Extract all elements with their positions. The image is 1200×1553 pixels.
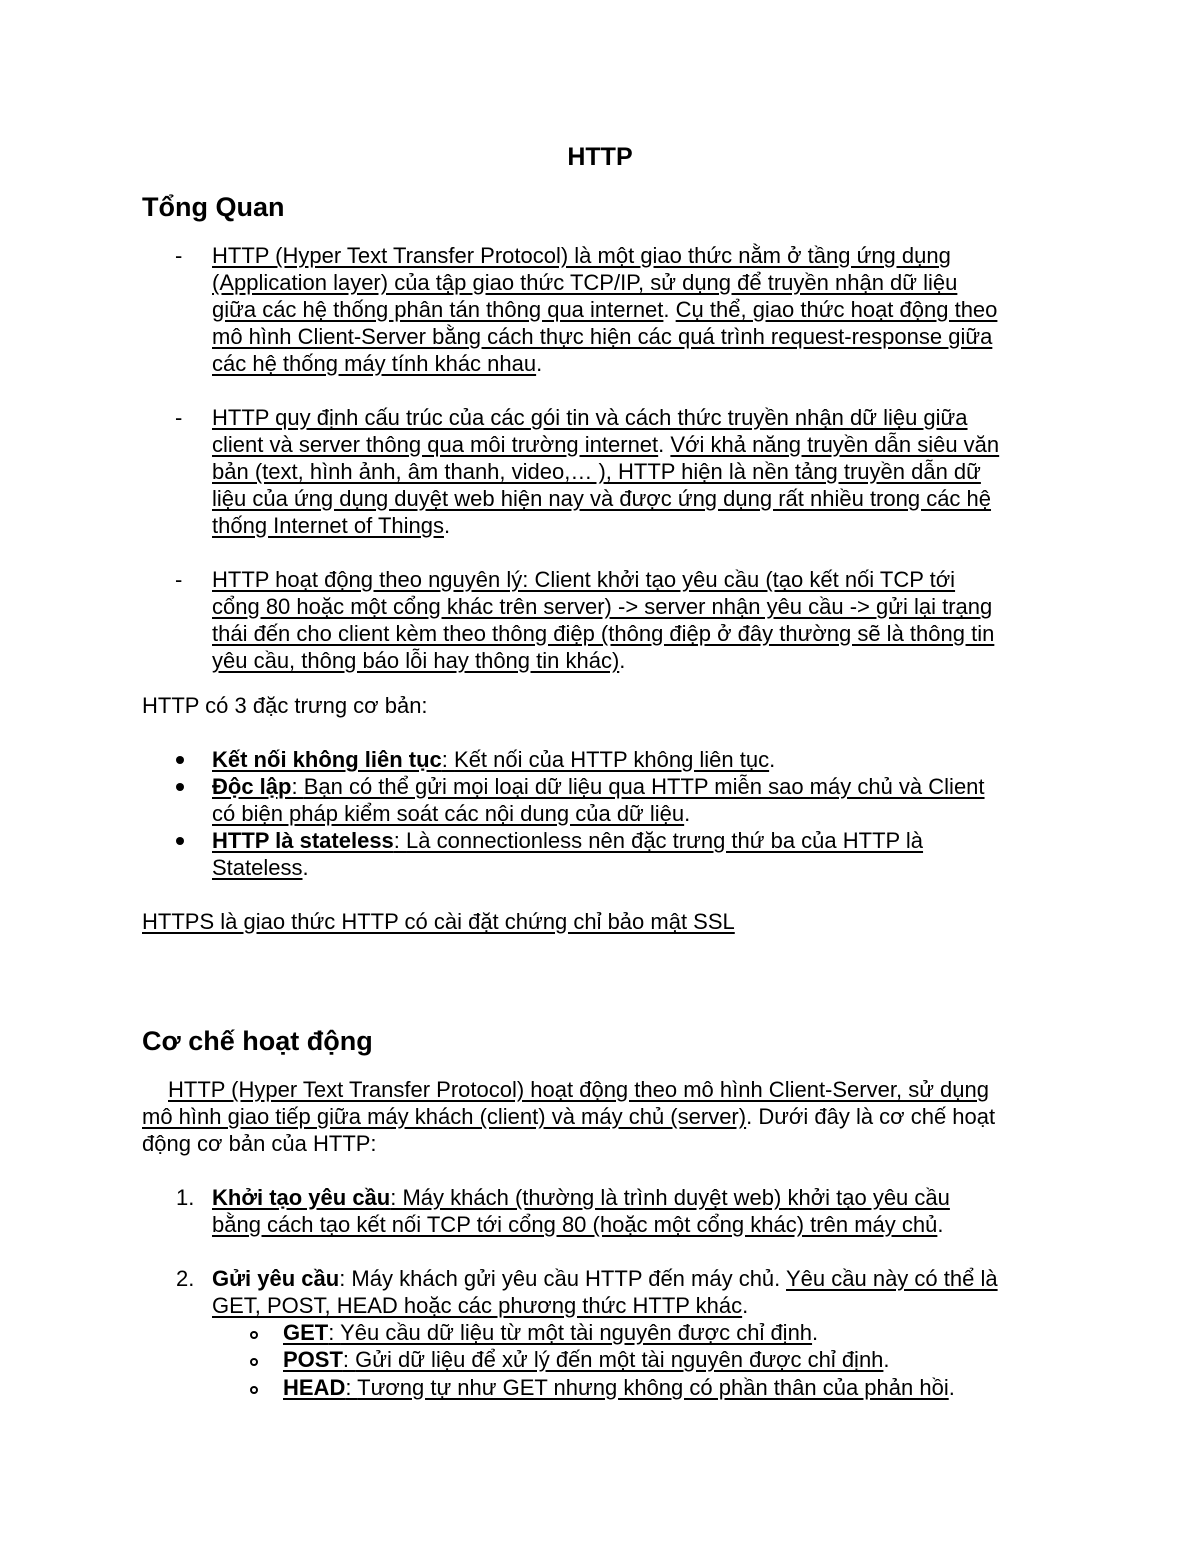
dash-item-1-line-3: giữa các hệ thống phân tán thông qua internet. Cụ thể, giao thức hoạt động theo <box>212 297 998 322</box>
section-heading-tong-quan: Tổng Quan <box>142 192 285 222</box>
dash-marker: - <box>175 405 183 430</box>
bullet-dot <box>176 756 184 764</box>
bullet-dot <box>176 783 184 791</box>
step-1-line-2: bằng cách tạo kết nối TCP tới cổng 80 (hoặc một cổng khác) trên máy chủ. <box>212 1212 944 1237</box>
dash-item-1-line-4: mô hình Client-Server bằng cách thực hiện các quá trình request-response giữa <box>212 324 993 349</box>
feature-2-line-1: Độc lập: Bạn có thể gửi mọi loại dữ liệu qua HTTP miễn sao máy chủ và Client <box>212 774 985 799</box>
feature-1: Kết nối không liên tục: Kết nối của HTTP không liên tục. <box>212 747 776 772</box>
dash-item-2-line-2: client và server thông qua môi trường internet. Với khả năng truyền dẫn siêu văn <box>212 432 1000 457</box>
dash-item-2-line-3: bản (text, hình ảnh, âm thanh, video,… ), HTTP hiện là nền tảng truyền dẫn dữ <box>212 459 981 484</box>
circle-bullet <box>250 1331 258 1339</box>
mechanism-para-line-2: mô hình giao tiếp giữa máy khách (client) và máy chủ (server). Dưới đây là cơ chế hoạt <box>142 1104 996 1129</box>
step-number: 2. <box>176 1266 195 1291</box>
method-get: GET: Yêu cầu dữ liệu từ một tài nguyên được chỉ định. <box>283 1320 819 1345</box>
dash-item-2-line-4: liệu của ứng dụng duyệt web hiện nay và được ứng dụng rất nhiều trong các hệ <box>212 486 992 511</box>
step-2-line-1: Gửi yêu cầu: Máy khách gửi yêu cầu HTTP đến máy chủ. Yêu cầu này có thể là <box>212 1266 998 1291</box>
document-title: HTTP <box>567 143 633 171</box>
dash-item-1-line-5: các hệ thống máy tính khác nhau. <box>212 351 543 376</box>
https-note: HTTPS là giao thức HTTP có cài đặt chứng chỉ bảo mật SSL <box>142 909 735 934</box>
dash-item-3-line-2: cổng 80 hoặc một cổng khác trên server) -> server nhận yêu cầu -> gửi lại trạng <box>212 594 993 619</box>
step-2-line-2: GET, POST, HEAD hoặc các phương thức HTTP khác. <box>212 1293 749 1318</box>
section-heading-co-che-hoat-dong: Cơ chế hoạt động <box>142 1026 373 1056</box>
mechanism-para-line-3: động cơ bản của HTTP: <box>142 1131 377 1156</box>
circle-bullet <box>250 1386 258 1394</box>
bullet-dot <box>176 837 184 845</box>
dash-item-2-line-1: HTTP quy định cấu trúc của các gói tin và cách thức truyền nhận dữ liệu giữa <box>212 405 968 430</box>
dash-item-3-line-1: HTTP hoạt động theo nguyên lý: Client khởi tạo yêu cầu (tạo kết nối TCP tới <box>212 567 956 592</box>
method-post: POST: Gửi dữ liệu để xử lý đến một tài nguyên được chỉ định. <box>283 1347 890 1372</box>
features-intro: HTTP có 3 đặc trưng cơ bản: <box>142 693 428 718</box>
feature-3-line-1: HTTP là stateless: Là connectionless nên đặc trưng thứ ba của HTTP là <box>212 828 924 853</box>
circle-bullet <box>250 1358 258 1366</box>
method-head: HEAD: Tương tự như GET nhưng không có phần thân của phản hồi. <box>283 1375 955 1400</box>
dash-marker: - <box>175 567 183 592</box>
feature-3-line-2: Stateless. <box>212 855 309 880</box>
dash-item-3-line-4: yêu cầu, thông báo lỗi hay thông tin khác). <box>212 648 626 673</box>
mechanism-para-line-1: HTTP (Hyper Text Transfer Protocol) hoạt động theo mô hình Client-Server, sử dụng <box>168 1077 989 1102</box>
dash-item-3-line-3: thái đến cho client kèm theo thông điệp (thông điệp ở đây thường sẽ là thông tin <box>212 621 995 646</box>
feature-2-line-2: có biện pháp kiểm soát các nội dung của dữ liệu. <box>212 801 691 826</box>
step-1-line-1: Khởi tạo yêu cầu: Máy khách (thường là trình duyệt web) khởi tạo yêu cầu <box>212 1185 950 1210</box>
step-number: 1. <box>176 1185 195 1210</box>
dash-item-1-line-2: (Application layer) của tập giao thức TCP/IP, sử dụng để truyền nhận dữ liệu <box>212 270 958 295</box>
dash-marker: - <box>175 243 183 268</box>
dash-item-2-line-5: thống Internet of Things. <box>212 513 451 538</box>
dash-item-1-line-1: HTTP (Hyper Text Transfer Protocol) là một giao thức nằm ở tầng ứng dụng <box>212 243 951 268</box>
